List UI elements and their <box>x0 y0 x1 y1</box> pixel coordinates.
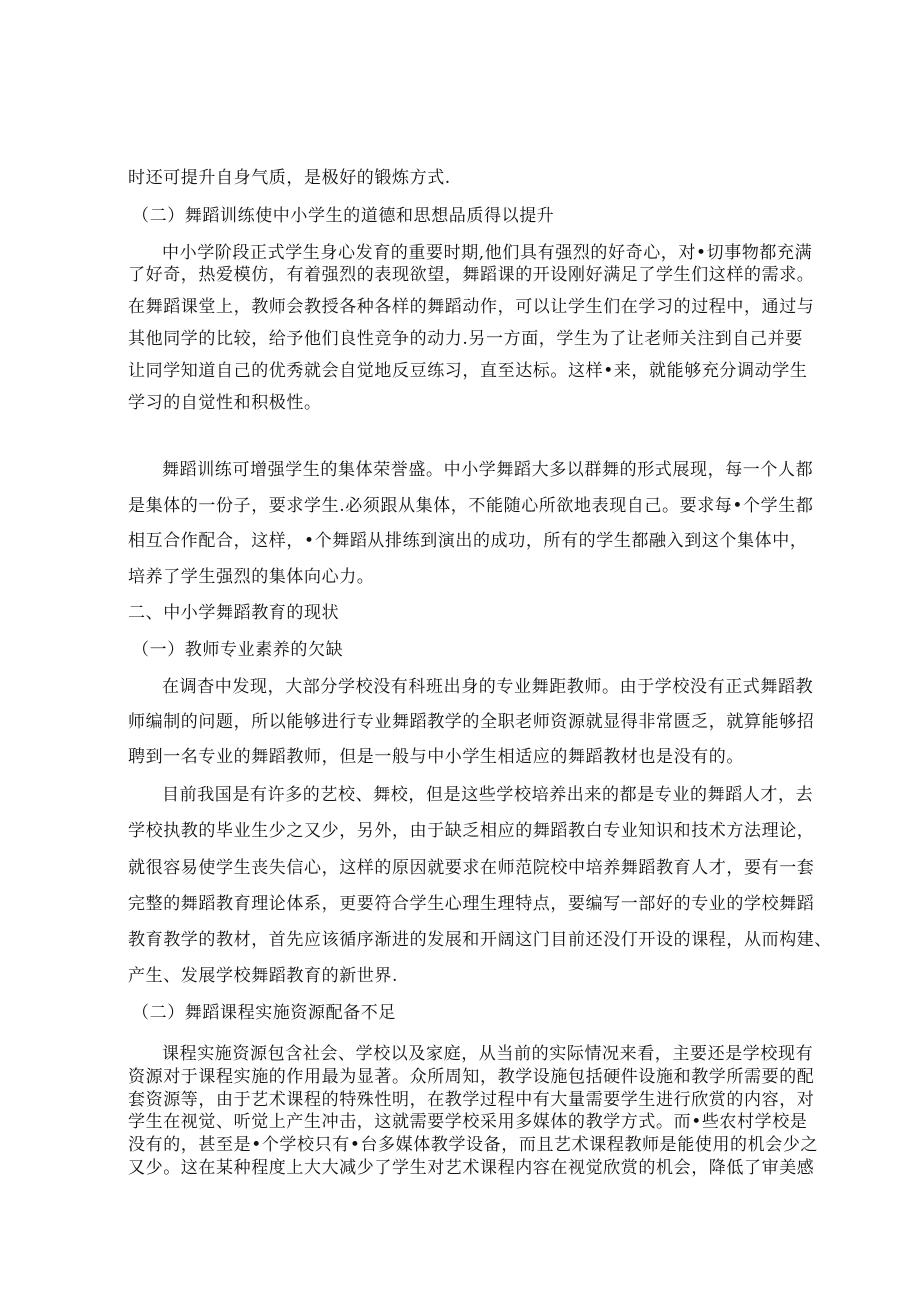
section-heading: 二、中小学舞蹈教育的现状 <box>128 603 340 623</box>
paragraph-line: 又少。这在某种程度上大大减少了学生对艺术课程内容在视觉欣赏的机会，降低了审美感 <box>128 1158 815 1178</box>
paragraph-line: 舞蹈训练可增强学生的集体荣誉盛。中小学舞蹈大多以群舞的形式展现，每一个人都 <box>162 460 814 480</box>
paragraph-line: 在调杳中发现，大部分学校没有科班出身的专业舞距教师。由于学校没有正式舞蹈教 <box>162 677 814 697</box>
paragraph-line: 产生、发展学校舞蹈教育的新世界. <box>128 966 399 986</box>
paragraph-line: 教育教学的教材，首先应该循序渐进的发展和开阔这门目前还没仃开设的课程，从而构建、 <box>128 930 832 950</box>
paragraph-line: 学生在视觉、听觉上产生冲击，这就需要学校采用多媒体的教学方式。而•些农村学校是 <box>128 1112 808 1132</box>
paragraph-line: 套资源等，由于艺术课程的特殊性明，在教学过程中有大量需要学生进行欣赏的内容，对 <box>128 1090 815 1110</box>
paragraph-line: 没有的，甚至是•个学校只有•台多媒体教学设备，而且艺术课程教师是能使用的机会少之 <box>128 1135 819 1155</box>
paragraph-line: 学校执教的毕业生少之又少，另外，由于缺乏相应的舞蹈教白专业知识和技术方法理论， <box>128 821 815 841</box>
paragraph-line: 就很容易使学生丧失信心，这样的原因就要求在师范院校中培养舞蹈教育人才，要有一套 <box>128 858 815 878</box>
paragraph-line: 在舞蹈课堂上，教师会教授各种各样的舞蹈动作，可以让学生们在学习的过程中，通过与 <box>128 297 815 317</box>
paragraph-line: 让同学知道自己的优秀就会自觉地反豆练习，直至达标。这样•来，就能够充分调动学生 <box>128 361 808 381</box>
paragraph-line: 相互合作配合，这样，•个舞蹈从排练到演出的成功，所有的学生都融入到这个集体中， <box>128 531 808 551</box>
paragraph-line: 是集体的一份子，要求学生.必须跟从集体，不能随心所欲地表现自己。要求每•个学生都 <box>128 496 814 516</box>
section-heading: （二）舞蹈训练使中小学生的道德和思想品质得以提升 <box>132 206 555 226</box>
section-heading: （一）教师专业素养的欠缺 <box>132 640 344 660</box>
paragraph-line: 了好奇，热爱模仿，有着强烈的表现欲望，舞蹈课的开设刚好满足了学生们这样的需求。 <box>128 265 815 285</box>
paragraph-line: 中小学阶段正式学生身心发育的重要时期,他们具有强烈的好奇心，对•切事物都充满 <box>162 243 813 263</box>
paragraph-line: 聘到一名专业的舞蹈教师，但是一般与中小学生相适应的舞蹈教材也是没有的。 <box>128 747 744 767</box>
section-heading: （二）舞蹈课程实施资源配备不足 <box>132 1003 396 1023</box>
paragraph-line: 学习的自觉性和积极性。 <box>128 393 322 413</box>
paragraph <box>128 242 815 436</box>
paragraph-line: 完整的舞蹈教育理论体系，更要符合学生心理生理特点，要编写一部好的专业的学校舞蹈 <box>128 894 815 914</box>
paragraph-line: 资源对于课程实施的作用最为显著。众所周知，教学设施包括硬件设施和教学所需要的配 <box>128 1067 815 1087</box>
paragraph-line: 师编制的问题，所以能够进行专业舞蹈教学的全职老师资源就显得非常匮乏，就算能够招 <box>128 712 815 732</box>
paragraph-line: 课程实施资源包含社会、学校以及家庭，从当前的实际情况来看，主要还是学校现有 <box>162 1044 814 1064</box>
paragraph-line: 其他同学的比较，给予他们良性竞争的动力.另一方面，学生为了让老师关注到自己并要 <box>128 329 803 349</box>
paragraph-line: 目前我国是有许多的艺校、舞校，但是这些学校培养出来的都是专业的舞蹈人才，去 <box>162 785 814 805</box>
paragraph-line: 培养了学生强烈的集体向心力。 <box>128 567 375 587</box>
paragraph-line: 时还可提升自身气质，是极好的锻炼方式. <box>128 168 451 188</box>
